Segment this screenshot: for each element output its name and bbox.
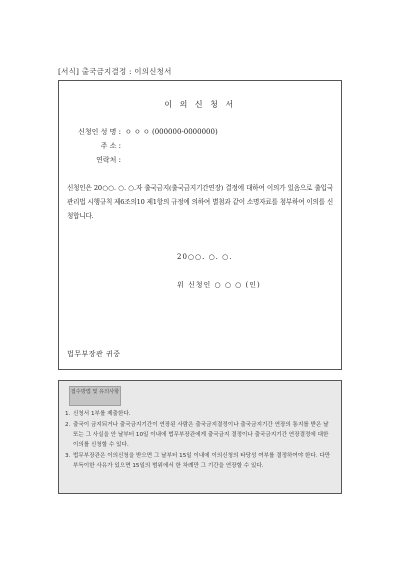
note-number: 2.	[65, 422, 71, 428]
form-title: 이 의 신 청 서	[164, 100, 236, 109]
note-number: 3.	[65, 453, 71, 459]
applicant-name-value: ㅇ ㅇ ㅇ (000000-0000000)	[125, 128, 218, 136]
note-text: 출국이 금지되거나 출국금지기간이 연장된 사람은 출국금지결정이나 출국금지기간 연장의 통지를 받은 날 또는 그 사실을 안 날부터 10일 이내에 법무부장관에게 출국금지 결정이나 출국금지기간 연장결정에 대한 이의를 신청할 수 있다.	[73, 422, 329, 448]
notes-list	[65, 409, 335, 472]
application-body-text: 신청인은 20○○. ○. ○.자 출국금지(출국금지기간연장) 결정에 대하여 이의가 있음으로 출입국관리법 시행규칙 제6조의10 제1항의 규정에 의하여 별첨과 같이 소명자료를 첨부하여 이의를 신청합니다.	[67, 184, 333, 220]
note-item	[65, 420, 335, 450]
note-number: 1.	[65, 411, 71, 417]
notes-box	[58, 380, 342, 494]
document-header: [서식] 출국금지결정 : 이의신청서	[58, 67, 172, 76]
applicant-name-label: 신청인 성 명 :	[78, 128, 121, 136]
notes-tag: 접수방법 및 유의사항	[69, 386, 121, 406]
note-item	[65, 409, 335, 419]
note-item	[65, 451, 335, 471]
applicant-contact-label: 연락처 :	[96, 156, 121, 164]
application-date: 20○○. ○. ○.	[177, 253, 233, 261]
note-text: 법무부장관은 이의신청을 받으면 그 날부터 15일 이내에 이의신청의 타당성 여부를 결정하여야 한다. 다만 부득이한 사유가 있으면 15일의 범위에서 한 차례만 그 기간을 연장할 수 있다.	[73, 453, 331, 469]
applicant-signature: 위 신청인 ○ ○ ○ (인)	[177, 281, 261, 289]
addressee: 법무부장관 귀중	[67, 350, 121, 358]
application-form	[58, 80, 342, 370]
applicant-address-label: 주 소 :	[100, 142, 121, 150]
note-text: 신청서 1부를 제출한다.	[73, 411, 131, 417]
